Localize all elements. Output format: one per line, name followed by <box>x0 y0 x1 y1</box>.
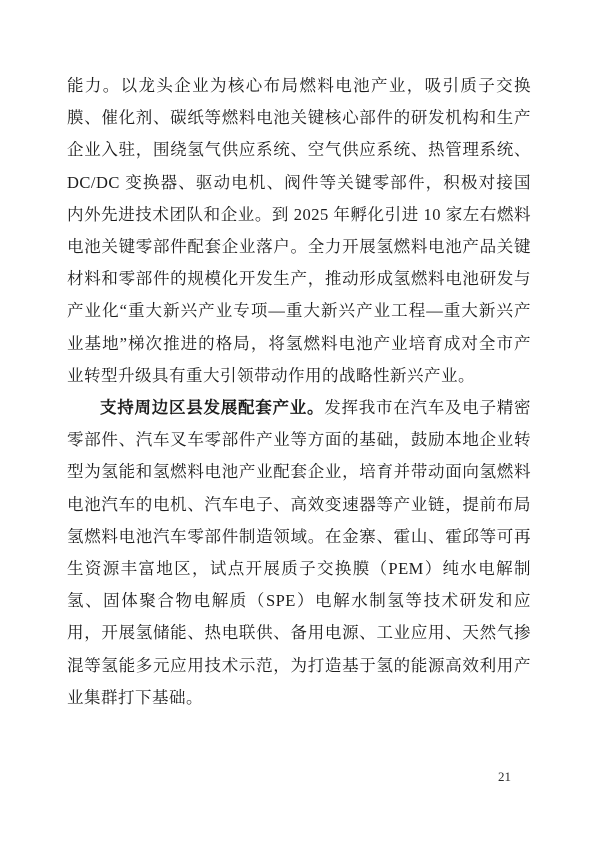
paragraph-lead-bold: 支持周边区县发展配套产业。 <box>100 398 325 418</box>
page-number: 21 <box>498 769 511 784</box>
paragraph-text: 发挥我市在汽车及电子精密零部件、汽车叉车零部件产业等方面的基础，鼓励本地企业转型为氢能和氢燃料电池产业配套企业，培育并带动面向氢燃料电池汽车的电机、汽车电子、高效变速器等产业链，提前布局氢燃料电池汽车零部件制造领域。在金寨、霍山、霍邱等可再生资源丰富地区，试点开展质子交换膜（PEM）纯水电解制氢、固体聚合物电解质（SPE）电解水制氢等技术研发和应用，开展氢储能、热电联供、备用电源、工业应用、天然气掺混等氢能多元应用技术示范，为打造基于氢的能源高效利用产业集群打下基础。 <box>67 398 531 707</box>
document-body <box>67 70 531 714</box>
paragraph-1 <box>67 70 531 392</box>
paragraph-text: 能力。以龙头企业为核心布局燃料电池产业，吸引质子交换膜、催化剂、碳纸等燃料电池关键核心部件的研发机构和生产企业入驻，围绕氢气供应系统、空气供应系统、热管理系统、DC/DC 变换器、驱动电机、阀件等关键零部件，积极对接国内外先进技术团队和企业。到 2025 年孵化引进 10 家左右燃料电池关键零部件配套企业落户。全力开展氢燃料电池产品关键材料和零部件的规模化开发生产，推动形成氢燃料电池研发与产业化“重大新兴产业专项—重大新兴产业工程—重大新兴产业基地”梯次推进的格局，将氢燃料电池产业培育成对全市产业转型升级具有重大引领带动作用的战略性新兴产业。 <box>67 76 531 385</box>
paragraph-2 <box>67 392 531 714</box>
